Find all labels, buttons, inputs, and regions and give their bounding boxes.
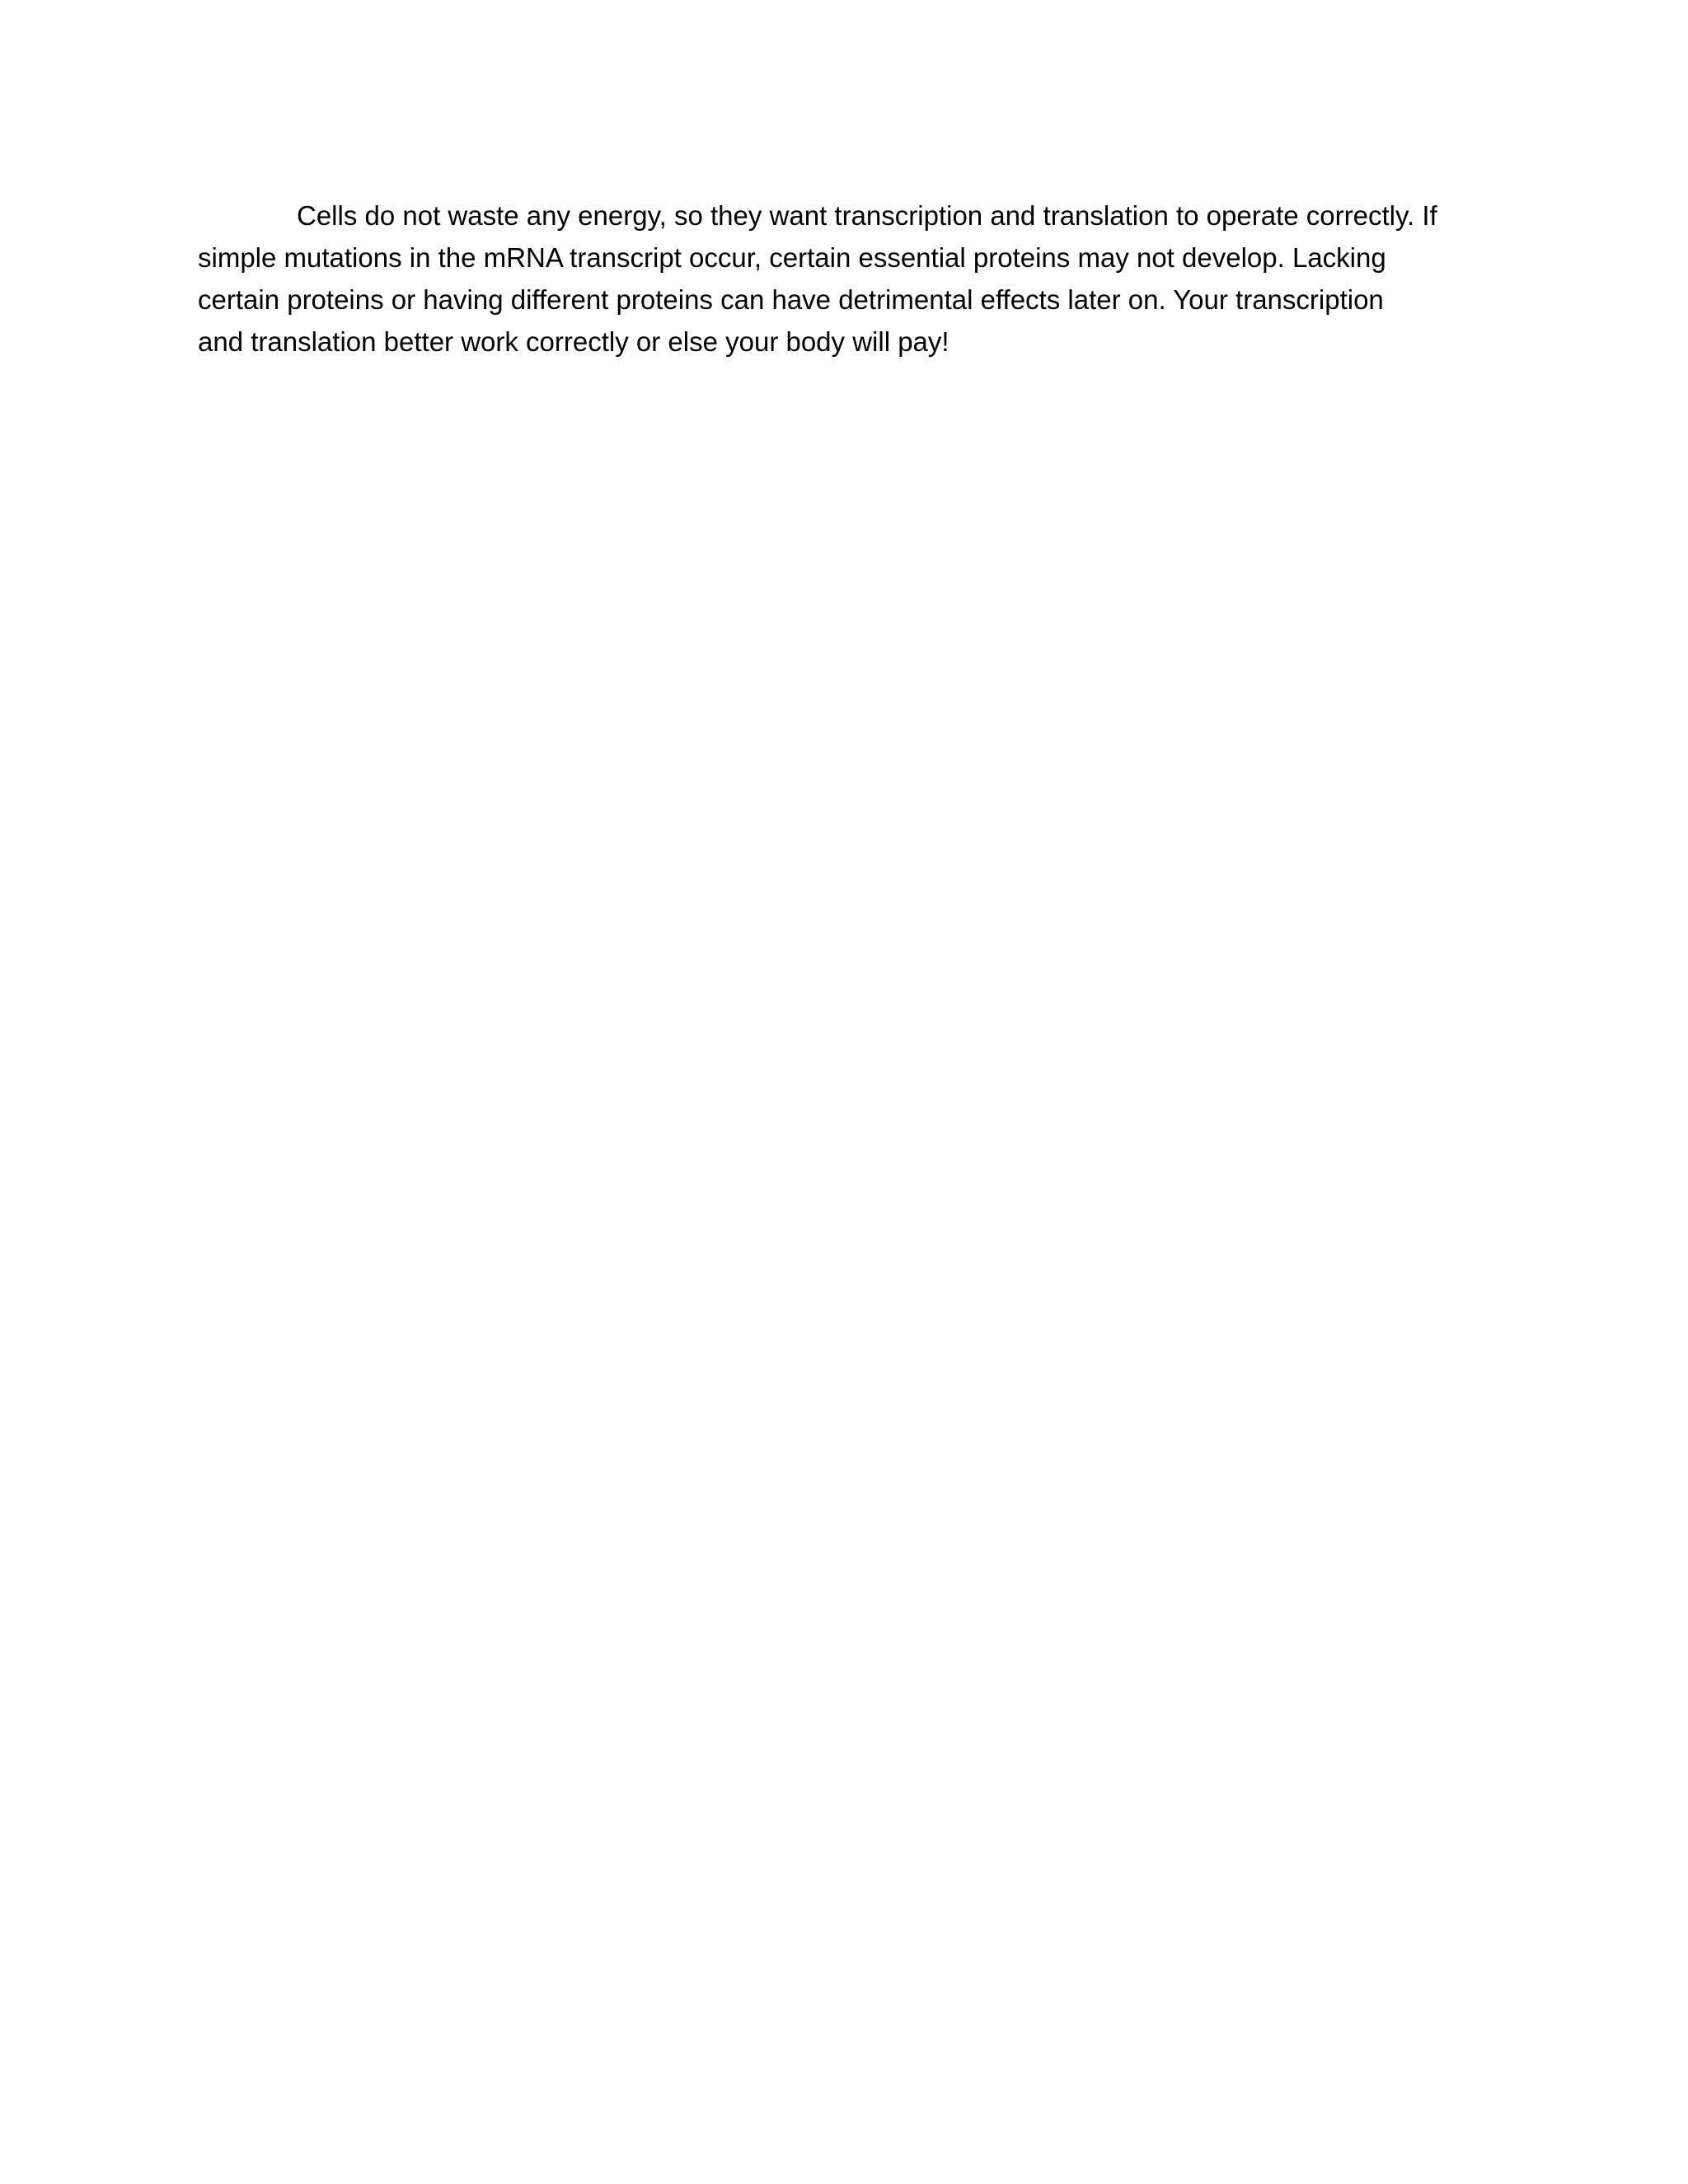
body-paragraph (198, 194, 1490, 363)
paragraph-line: and translation better work correctly or else your body will pay! (198, 326, 950, 357)
paragraph-line: Cells do not waste any energy, so they want transcription and translation to operate correctly. If (297, 200, 1437, 231)
paragraph-line: certain proteins or having different proteins can have detrimental effects later on. Your transcription (198, 284, 1384, 315)
paragraph-line: simple mutations in the mRNA transcript occur, certain essential proteins may not develop. Lacking (198, 242, 1386, 273)
